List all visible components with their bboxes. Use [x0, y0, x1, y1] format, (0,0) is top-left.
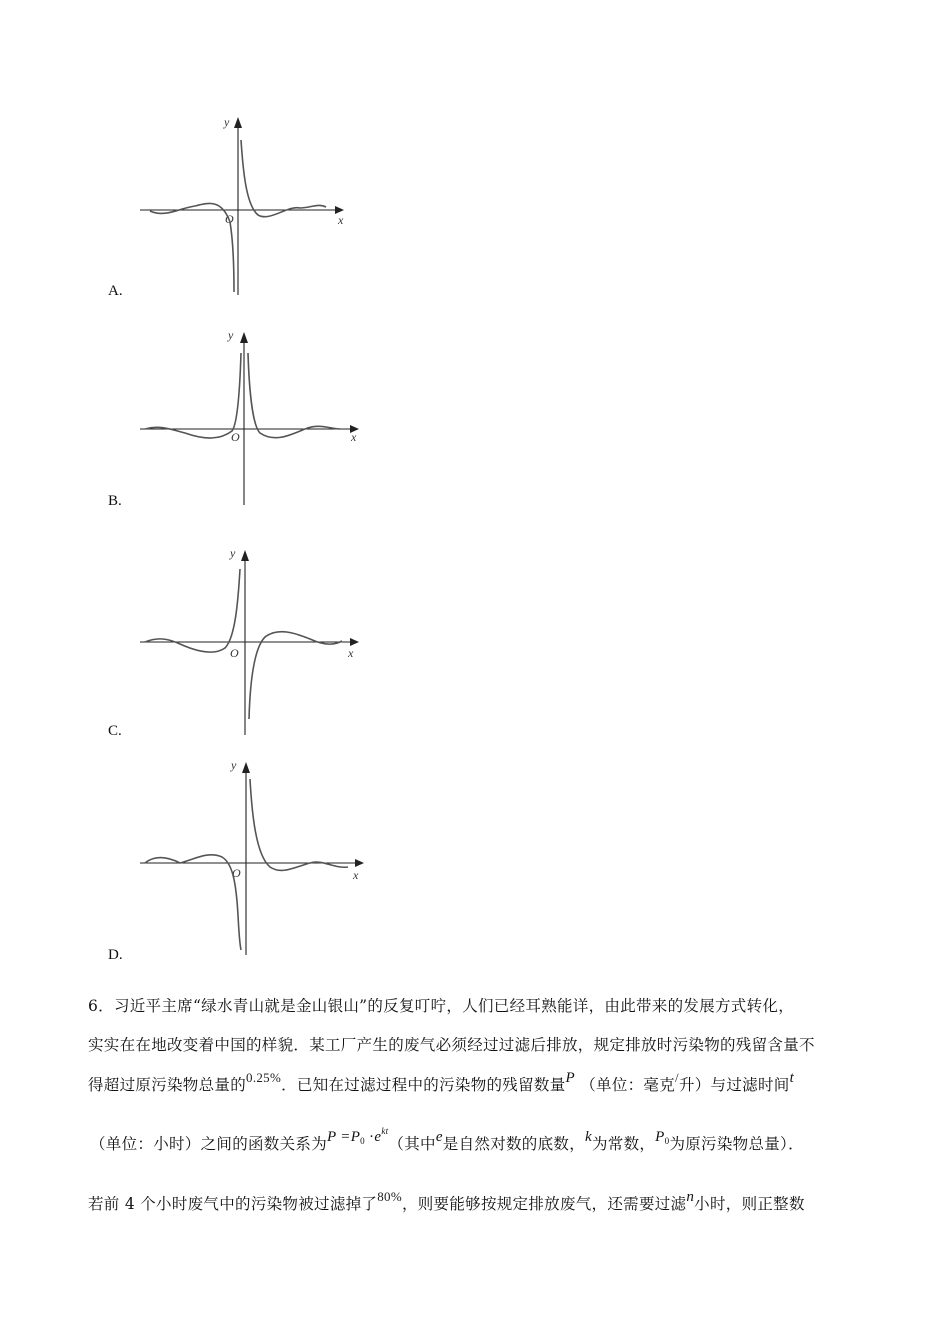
origin-label: O [225, 212, 234, 226]
problem-6-line-3 [88, 1070, 878, 1096]
function-curve [250, 779, 348, 870]
slash: / [675, 1070, 679, 1085]
graph-option-c [130, 543, 370, 738]
var-p0: $P_0$ [655, 1129, 670, 1146]
origin-label: O [230, 646, 239, 660]
problem-6-text: 为常数， [591, 1135, 656, 1153]
percent-025: 0.25% [246, 1070, 282, 1085]
x-axis-label: x [353, 868, 359, 882]
y-axis-arrow [234, 117, 242, 128]
function-curve [145, 353, 241, 438]
option-b-label[interactable]: B. [108, 493, 122, 509]
problem-6-text: （单位：毫克 [580, 1076, 676, 1094]
problem-6-line-5 [88, 1189, 878, 1215]
origin-label: O [232, 866, 241, 880]
function-curve [249, 632, 342, 719]
var-k: k [585, 1129, 592, 1145]
graph-option-d [130, 755, 375, 960]
problem-6-text: 得超过原污染物总量的 [88, 1076, 247, 1094]
x-axis-arrow [355, 859, 364, 867]
function-curve [241, 140, 326, 217]
y-axis-label: y [224, 115, 230, 129]
option-c-label[interactable]: C. [108, 723, 122, 739]
problem-6-text: 实实在在地改变着中国的样貌．某工厂产生的废气必须经过过滤后排放，规定排放时污染物的残留含量不 [88, 1036, 815, 1054]
graph-option-a [130, 110, 360, 300]
y-axis-arrow [242, 762, 250, 773]
problem-6-line-2 [88, 1035, 878, 1055]
var-e: e [435, 1129, 443, 1145]
var-p: P [565, 1070, 575, 1086]
y-axis-label: y [228, 328, 234, 342]
problem-6-text: 是自然对数的底数， [442, 1135, 585, 1153]
graph-option-b [130, 325, 370, 510]
function-curve [150, 203, 234, 292]
x-axis-arrow [350, 638, 359, 646]
problem-6-text: （其中 [388, 1135, 436, 1153]
y-axis-label: y [231, 758, 237, 772]
problem-6-text: 为原污染物总量）． [669, 1135, 804, 1153]
x-axis-label: x [351, 430, 357, 444]
problem-6-text: 升）与过滤时间 [678, 1076, 790, 1094]
var-t: t [789, 1070, 795, 1086]
problem-6-text: 若前 4 个小时废气中的污染物被过滤掉了 [88, 1195, 378, 1213]
y-axis-arrow [240, 332, 248, 343]
function-curve [145, 855, 241, 950]
problem-6-text: ．已知在过滤过程中的污染物的残留数量 [281, 1076, 566, 1094]
x-axis-label: x [348, 646, 354, 660]
option-d-label[interactable]: D. [108, 947, 123, 963]
function-curve [145, 569, 240, 652]
option-a-label[interactable]: A. [108, 283, 123, 299]
percent-80: 80% [377, 1189, 402, 1204]
problem-6-line-1 [88, 996, 878, 1016]
problem-6-line-4 [90, 1126, 880, 1156]
y-axis-arrow [241, 550, 249, 561]
x-axis-label: x [338, 213, 344, 227]
origin-label: O [231, 430, 240, 444]
problem-6-text: ，则要能够按规定排放废气，还需要过滤 [401, 1195, 687, 1213]
var-n: n [686, 1189, 695, 1205]
problem-6-text: 小时，则正整数 [694, 1195, 805, 1213]
problem-6-text: （单位：小时）之间的函数关系为 [90, 1135, 328, 1153]
problem-6-text: 6．习近平主席“绿水青山就是金山银山”的反复叮咛，人们已经耳熟能详，由此带来的发展方式转化， [88, 997, 795, 1015]
y-axis-label: y [230, 546, 236, 560]
formula: $P =P_0 \cdot e^{kt}$ [327, 1126, 389, 1146]
function-curve [248, 353, 340, 438]
